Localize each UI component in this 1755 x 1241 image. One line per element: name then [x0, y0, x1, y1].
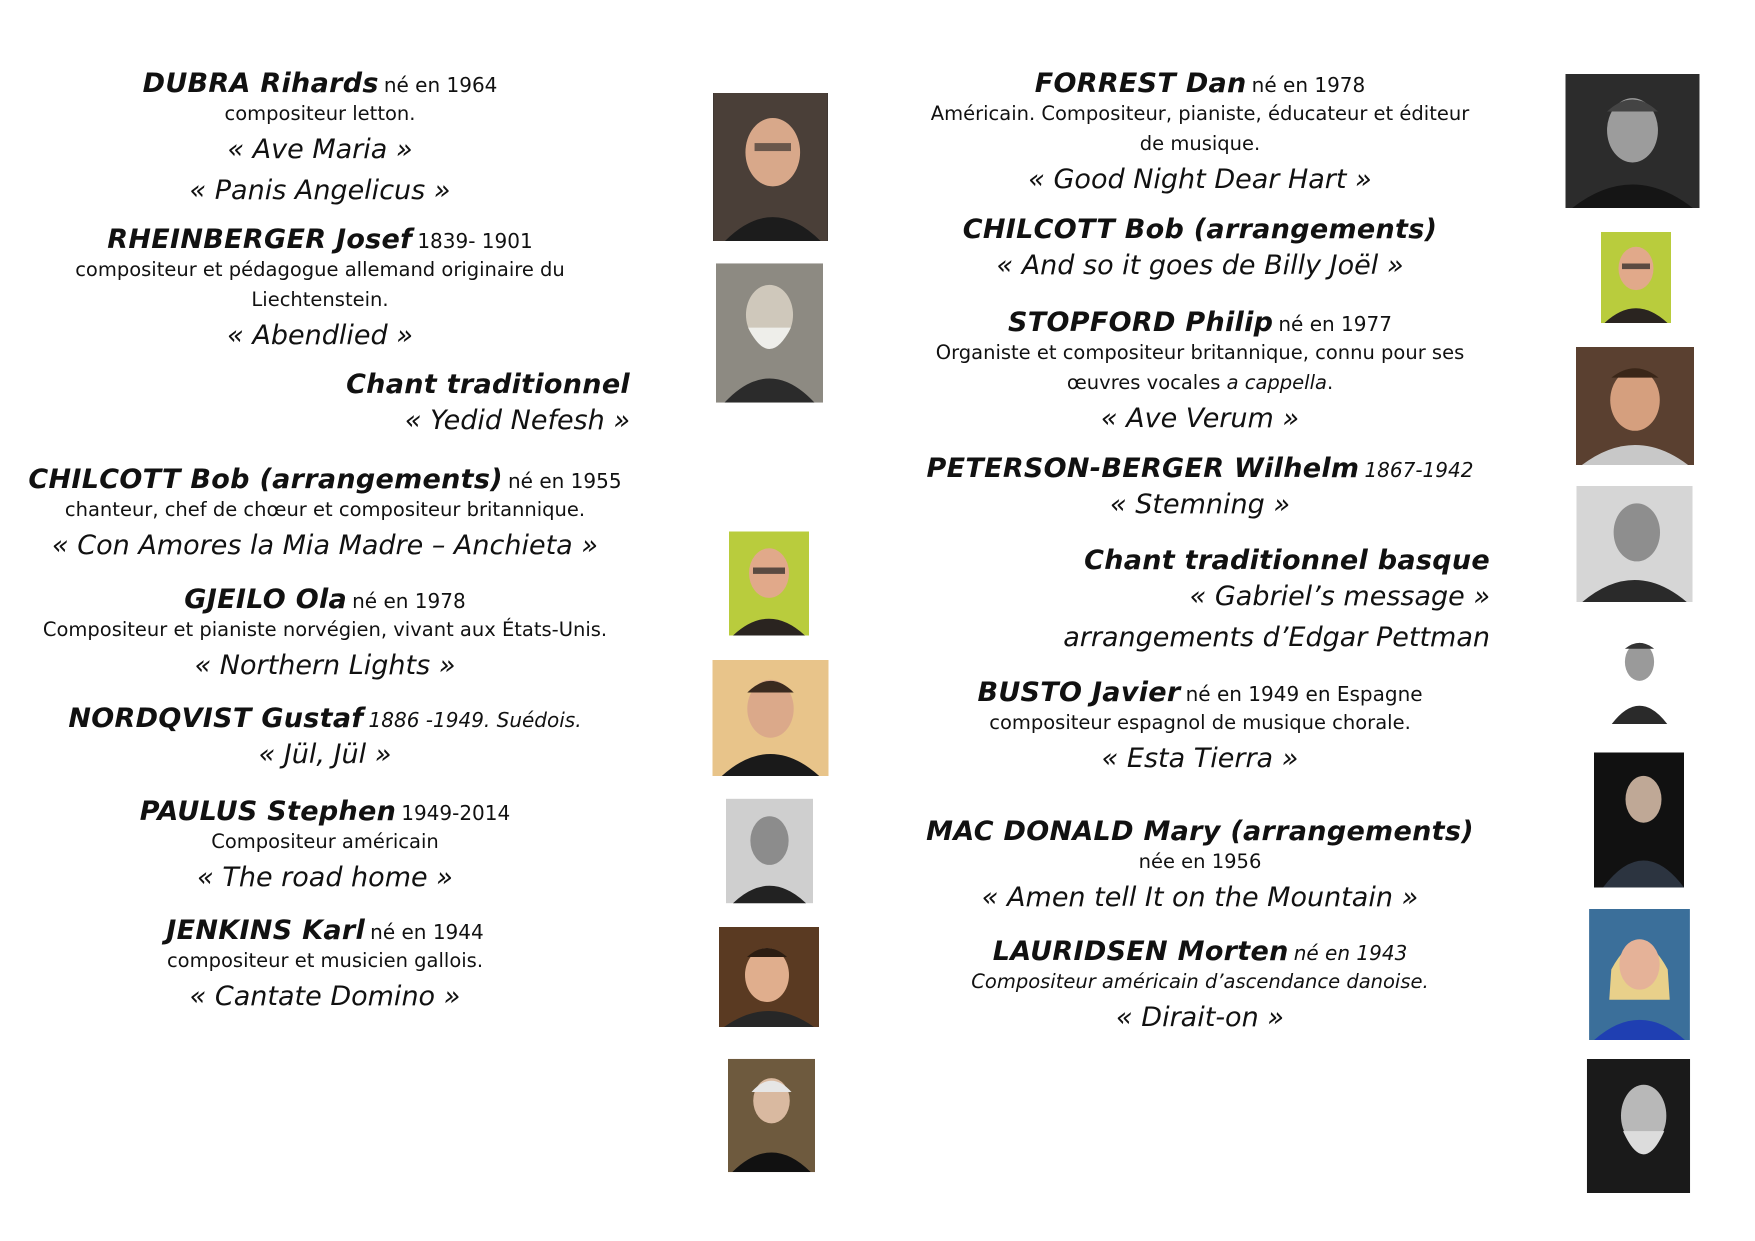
piece-title: « Yedid Nefesh » [404, 405, 630, 436]
entry-stopford [900, 307, 1500, 439]
entry-nordqvist [20, 703, 630, 775]
composer-description-cont: œuvres vocales a cappella. [1066, 371, 1334, 394]
composer-dates: né en 1943 [1293, 941, 1408, 965]
portrait-stopford [1576, 347, 1694, 465]
composer-name: GJEILO Ola [184, 584, 348, 615]
portrait-pettman [1603, 623, 1676, 730]
composer-name: CHILCOTT Bob (arrangements) [28, 464, 503, 495]
entry-peterson-berger [900, 453, 1500, 525]
piece-title: « Ave Verum » [1100, 403, 1300, 434]
composer-name: STOPFORD Philip [1008, 307, 1274, 338]
composer-name: CHILCOTT Bob (arrangements) [962, 214, 1438, 245]
composer-name: RHEINBERGER Josef [107, 224, 413, 255]
entry-gjeilo [20, 584, 630, 686]
composer-description: compositeur et musicien gallois. [166, 949, 484, 972]
composer-description: compositeur espagnol de musique chorale. [989, 711, 1411, 734]
composer-name: PAULUS Stephen [139, 796, 397, 827]
composer-dates: né en 1944 [370, 920, 484, 944]
entry-rheinberger [60, 224, 580, 356]
composer-description: chanteur, chef de chœur et compositeur britannique. [64, 498, 586, 521]
composer-dates: né en 1977 [1278, 312, 1392, 336]
entry-lauridsen [900, 936, 1500, 1038]
composer-name: Chant traditionnel [346, 369, 630, 400]
piece-title: « Amen tell It on the Mountain » [981, 882, 1419, 913]
composer-description: Compositeur et pianiste norvégien, vivant aux États-Unis. [42, 618, 608, 641]
portrait-lauridsen [1585, 1059, 1692, 1193]
composer-dates: 1867-1942 [1364, 458, 1474, 482]
portrait-jenkins [728, 1050, 815, 1181]
portrait-paulus [719, 925, 819, 1029]
composer-dates: née en 1956 [1138, 850, 1262, 873]
portrait-forrest [1565, 74, 1700, 208]
composer-description: compositeur letton. [224, 102, 416, 125]
entry-chilcott-right [900, 214, 1500, 286]
composer-dates: né en 1978 [352, 589, 466, 613]
portrait-gjeilo [712, 660, 829, 776]
composer-name: BUSTO Javier [977, 677, 1181, 708]
entry-forrest [900, 68, 1500, 200]
composer-name: JENKINS Karl [166, 915, 366, 946]
a-cappella-term: a cappella [1226, 371, 1327, 394]
entry-busto [900, 677, 1500, 779]
arrangement-note: arrangements d’Edgar Pettman [1063, 622, 1490, 653]
entry-dubra [20, 68, 620, 211]
portrait-dubra [713, 93, 828, 241]
piece-title: « Good Night Dear Hart » [1028, 164, 1372, 195]
composer-name: PETERSON-BERGER Wilhelm [926, 453, 1360, 484]
portrait-peterson-berger [1576, 486, 1693, 602]
piece-title: « Cantate Domino » [189, 981, 461, 1012]
piece-title: « Panis Angelicus » [189, 175, 451, 206]
entry-chilcott-left [20, 464, 630, 566]
piece-title: « Esta Tierra » [1101, 743, 1299, 774]
composer-description: Organiste et compositeur britannique, connu pour ses [935, 341, 1465, 364]
composer-name: FORREST Dan [1034, 68, 1247, 99]
composer-name: MAC DONALD Mary (arrangements) [926, 816, 1474, 847]
composer-name: Chant traditionnel basque [1084, 545, 1490, 576]
composer-dates: 1949-2014 [401, 801, 511, 825]
piece-title: « Dirait-on » [1116, 1002, 1284, 1033]
composer-dates: né en 1955 [508, 469, 622, 493]
entry-chant-traditionnel [300, 369, 630, 441]
piece-title: « Gabriel’s message » [1189, 581, 1490, 612]
entry-macdonald [900, 816, 1500, 918]
piece-title: « Stemning » [1110, 489, 1290, 520]
portrait-chilcott-left [729, 527, 809, 640]
composer-dates: né en 1978 [1251, 73, 1366, 97]
composer-dates: 1886 -1949. Suédois. [368, 708, 582, 732]
composer-dates: né en 1949 en Espagne [1185, 682, 1423, 706]
entry-jenkins [20, 915, 630, 1017]
composer-description: Américain. Compositeur, pianiste, éducateur et éditeur de musique. [930, 102, 1470, 155]
portrait-nordqvist [726, 798, 813, 904]
piece-title: « The road home » [197, 862, 453, 893]
composer-description: Compositeur américain d’ascendance danoise. [971, 970, 1429, 993]
piece-title: « Northern Lights » [194, 650, 456, 681]
composer-dates: né en 1964 [383, 73, 498, 97]
piece-title: « Abendlied » [227, 320, 413, 351]
composer-name: DUBRA Rihards [142, 68, 379, 99]
entry-chant-basque [1000, 545, 1490, 658]
composer-description: Compositeur américain [211, 830, 439, 853]
portrait-rheinberger [716, 262, 823, 404]
composer-name: NORDQVIST Gustaf [68, 703, 364, 734]
piece-title: « Jül, Jül » [258, 739, 392, 770]
portrait-chilcott-right [1601, 229, 1671, 326]
piece-title: « Con Amores la Mia Madre – Anchieta » [52, 530, 598, 561]
piece-title: « Ave Maria » [227, 134, 413, 165]
composer-description: compositeur et pédagogue allemand originaire du Liechtenstein. [75, 258, 565, 311]
entry-paulus [20, 796, 630, 898]
portrait-macdonald [1587, 909, 1692, 1040]
composer-name: LAURIDSEN Morten [992, 936, 1289, 967]
piece-title: « And so it goes de Billy Joël » [996, 250, 1404, 281]
portrait-busto [1594, 752, 1684, 888]
composer-dates: 1839- 1901 [417, 229, 533, 253]
